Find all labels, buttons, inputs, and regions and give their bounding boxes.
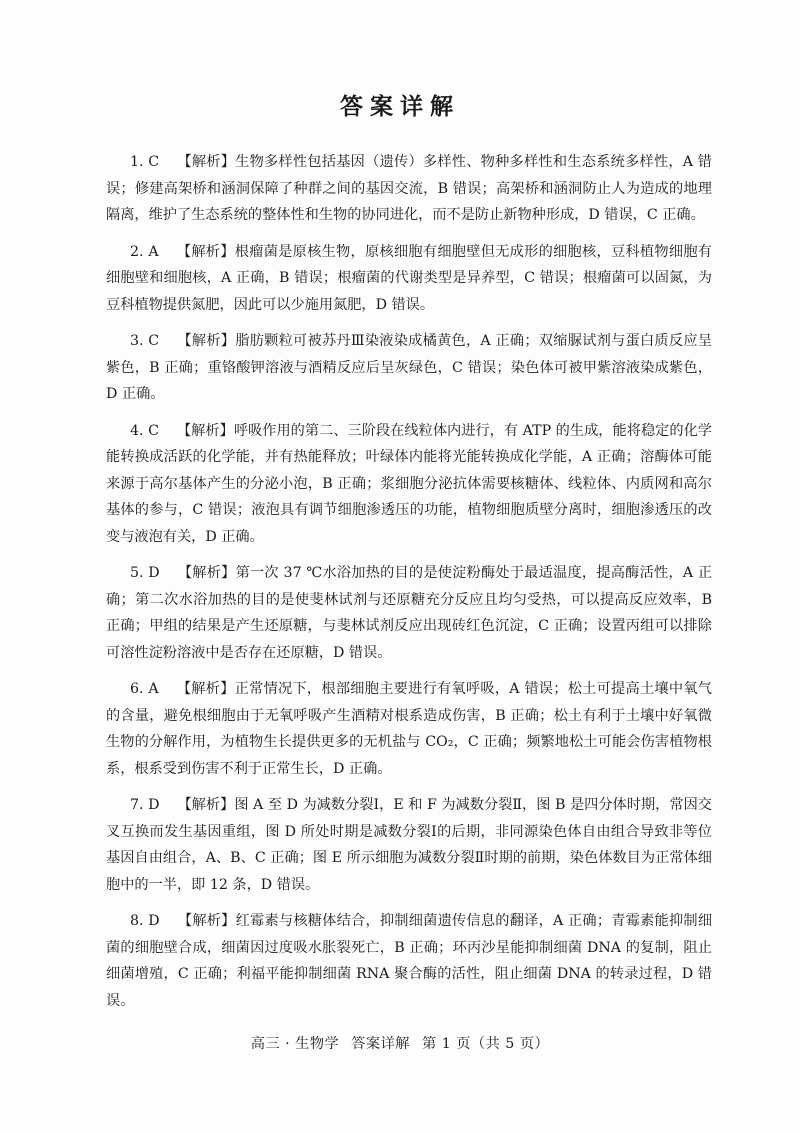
analysis-tag: 【解析】 [177,333,236,349]
page-title: 答案详解 [340,94,460,120]
footer-page-number: 第 1 页（共 5 页） [422,1036,550,1052]
analysis-tag: 【解析】 [177,913,236,929]
page-footer [0,1033,800,1053]
answer-number: 4. C [130,422,159,439]
answer-number: 2. A [130,243,159,260]
footer-doc-title: 答案详解 [351,1036,410,1052]
answer-number: 3. C [130,333,160,349]
answer-text: 红霉素与核糖体结合，抑制细菌遗传信息的翻译，A 正确；青霉素能抑制细菌的细胞壁合成，细菌因过度吸水胀裂死亡，B 正确；环丙沙星能抑制细菌 DNA 的复制，阻止细菌增殖，C 正确；利福平能抑制细菌 RNA 聚合酶的活性，阻止细菌 DNA 的转录过程，D 错误。 [106,913,712,1009]
answer-text: 呼吸作用的第二、三阶段在线粒体内进行，有 ATP 的生成，能将稳定的化学能转换成活跃的化学能，并有热能释放；叶绿体内能将光能转换成化学能，A 正确；溶酶体可能来源于高尔基体产生的分泌小泡，B 正确；浆细胞分泌抗体需要核糖体、线粒体、内质网和高尔基体的参与，C 错误；液泡具有调节细胞渗透压的功能，植物细胞质壁分离时，细胞渗透压的改变与液泡有关，D 正确。 [106,422,712,545]
analysis-tag: 【解析】 [177,797,235,813]
answer-item-2 [106,239,712,319]
analysis-tag: 【解析】 [176,243,235,260]
analysis-tag: 【解析】 [176,422,234,439]
footer-course: 高三 · 生物学 [250,1036,340,1052]
analysis-tag: 【解析】 [177,565,236,581]
answer-text: 正常情况下，根部细胞主要进行有氧呼吸，A 错误；松土可提高土壤中氧气的含量，避免根细胞由于无氧呼吸产生酒精对根系造成伤害，B 正确；松土有利于土壤中好氧微生物的分解作用，为植物生长提供更多的无机盐与 CO₂，C 正确；频繁地松土可能会伤害植物根系，根系受到伤害不利于正常生长，D 正确。 [106,681,712,777]
analysis-tag: 【解析】 [177,154,236,170]
answer-item-1 [106,149,712,229]
answer-item-3 [106,328,712,408]
answer-text: 根瘤菌是原核生物，原核细胞有细胞壁但无成形的细胞核，豆科植物细胞有细胞壁和细胞核，A 正确，B 错误；根瘤菌的代谢类型是异养型，C 错误；根瘤菌可以固氮，为豆科植物提供氮肥，因此可以少施用氮肥，D 错误。 [106,243,712,313]
answer-item-4 [106,418,712,551]
answer-number: 6. A [130,681,159,697]
answer-number: 8. D [130,913,160,929]
answer-item-7 [106,792,712,898]
analysis-tag: 【解析】 [176,681,235,697]
answer-list [106,149,712,1019]
answer-text: 生物多样性包括基因（遗传）多样性、物种多样性和生态系统多样性，A 错误；修建高架桥和涵洞保障了种群之间的基因交流，B 错误；高架桥和涵洞防止人为造成的地理隔离，维护了生态系统的整体性和生物的协同进化，而不是防止新物种形成，D 错误，C 正确。 [106,154,712,223]
answer-number: 7. D [130,797,160,813]
answer-text: 图 A 至 D 为减数分裂Ⅰ，E 和 F 为减数分裂Ⅱ，图 B 是四分体时期，常因交叉互换而发生基因重组，图 D 所处时期是减数分裂Ⅰ的后期，非同源染色体自由组合导致非等位基因自由组合，A、B、C 正确；图 E 所示细胞为减数分裂Ⅱ时期的前期，染色体数目为正常体细胞中的一半，即 12 条，D 错误。 [106,797,712,893]
answer-number: 1. C [130,154,160,170]
answer-item-5 [106,560,712,666]
answer-item-8 [106,908,712,1014]
answer-text: 第一次 37 ℃水浴加热的目的是使淀粉酶处于最适温度，提高酶活性，A 正确；第二次水浴加热的目的是使斐林试剂与还原糖充分反应且均匀受热，可以提高反应效率，B 正确；甲组的结果是产生还原糖，与斐林试剂反应出现砖红色沉淀，C 正确；设置丙组可以排除可溶性淀粉溶液中是否存在还原糖，D 错误。 [106,565,712,661]
answer-text: 脂肪颗粒可被苏丹Ⅲ染液染成橘黄色，A 正确；双缩脲试剂与蛋白质反应呈紫色，B 正确；重铬酸钾溶液与酒精反应后呈灰绿色，C 错误；染色体可被甲紫溶液染成紫色，D 正确。 [106,333,712,402]
answer-item-6 [106,676,712,782]
answer-number: 5. D [130,565,160,581]
